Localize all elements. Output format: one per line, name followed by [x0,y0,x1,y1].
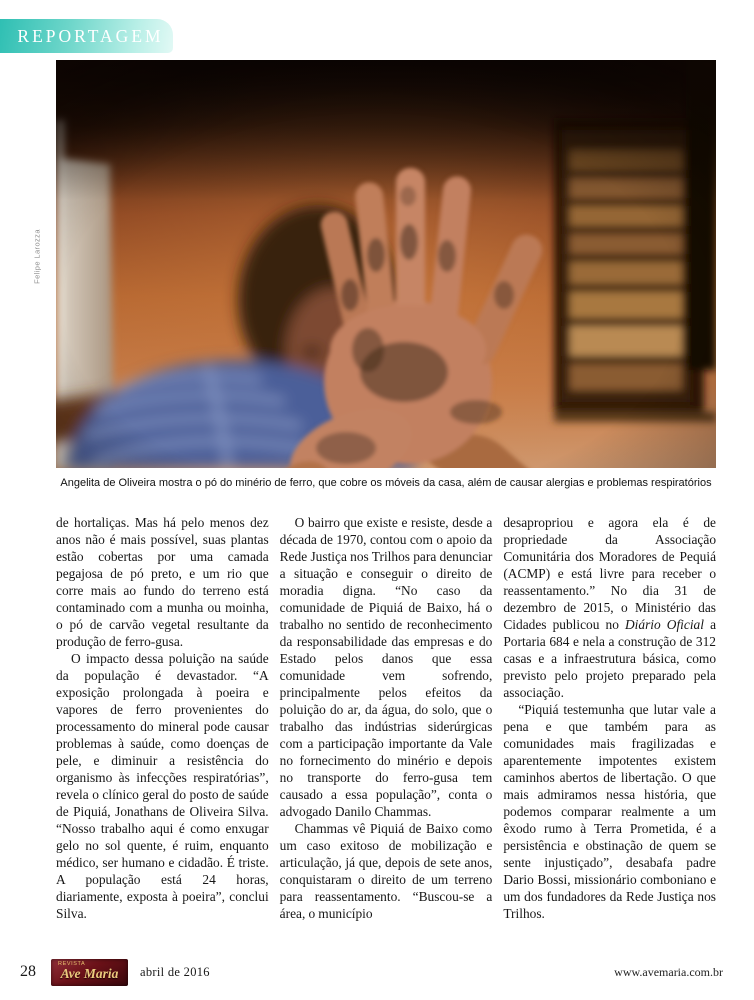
issue-date: abril de 2016 [140,964,210,979]
logo-name: Ave Maria [60,965,119,981]
photo-illustration [56,60,716,468]
paragraph: “Piquiá testemunha que lutar vale a pena e que também para as comunidades mais fragilizadas e aparentemente impotentes existem caminhos abertos de libertação. O que mais admiramos nessa história, que podemos comparar realmente a um êxodo rumo à Terra Prometida, é a persistência e obstinação de quem se sente injustiçado”, desabafa padre Dario Bossi, missionário comboniano e um dos fundadores da Rede Justiça nos Trilhos. [503,702,717,921]
paragraph-part: desapropriou e agora ela é de propriedade da Associação Comunitária dos Moradores de Pequiá (ACMP) e está livre para receber o reassentamento.” No dia 31 de dezembro de 2015, o Ministério das Cidades publicou no [503,515,717,632]
logo-kicker: REVISTA [58,960,86,967]
page-footer [20,956,723,988]
section-tab [0,19,173,53]
section-label: REPORTAGEM [17,25,164,46]
paragraph: Chammas vê Piquiá de Baixo como um caso exitoso de mobilização e articulação, já que, depois de sete anos, conquistaram o direito de um terreno para reassentamento. “Buscou-se a área, o município [279,821,493,921]
article-column-1 [56,514,269,922]
publication-name: Diário Oficial [624,617,704,632]
paragraph: de hortaliças. Mas há pelo menos dez anos não é mais possível, suas plantas estão cobertas por uma camada pegajosa de pó preto, e um rio que corre mais ao fundo do terreno está contaminado com a munha ou moinha, o pó de carvão vegetal resultante da produção de ferro-gusa. [56,515,269,649]
paragraph [503,514,716,701]
magazine-logo [51,959,128,986]
article-photo [56,60,716,468]
page-number: 28 [20,963,36,980]
vignette [56,60,716,468]
article-body [56,514,716,922]
photo-caption: Angelita de Oliveira mostra o pó do minério de ferro, que cobre os móveis da casa, além de causar alergias e problemas respiratórios [60,477,712,489]
article-column-3 [503,514,716,922]
paragraph: O impacto dessa poluição na saúde da população é devastador. “A exposição prolongada à poeira e vapores de ferro provenientes do processamento do mineral pode causar problemas à saúde, como doenças de pele, e diminuir a resistência do organismo às infecções respiratórias”, revela o clínico geral do posto de saúde de Piquiá, Jonathans de Oliveira Silva. “Nosso trabalho aqui é como enxugar gelo no sol quente, é ruim, enquanto médico, ser humano e cidadão. É triste. A população está 24 horas, diariamente, exposta à poeira”, conclui Silva. [56,651,269,921]
website-url: www.avemaria.com.br [614,964,723,979]
paragraph-part: a Portaria 684 e nela a construção de 312 casas e a infraestrutura básica, como previsto pelo projeto preparado pela associação. [503,617,717,700]
article-column-2 [280,514,493,922]
photo-credit: Felipe Larozza [32,229,42,284]
paragraph: O bairro que existe e resiste, desde a década de 1970, contou com o apoio da Rede Justiça nos Trilhos para denunciar a situação e conseguir o direito de moradia digna. “No caso da comunidade de Piquiá de Baixo, há o trabalho no sentido de reconhecimento da responsabilidade das empresas e do Estado pelos danos que essa comunidade vem sofrendo, principalmente pelos efeitos da poluição do ar, da água, do solo, que o trabalho das indústrias siderúrgicas com a participação importante da Vale no fornecimento do minério e depois no transporte do ferro-gusa tem causado a essa população”, conta o advogado Danilo Chammas. [279,515,493,819]
